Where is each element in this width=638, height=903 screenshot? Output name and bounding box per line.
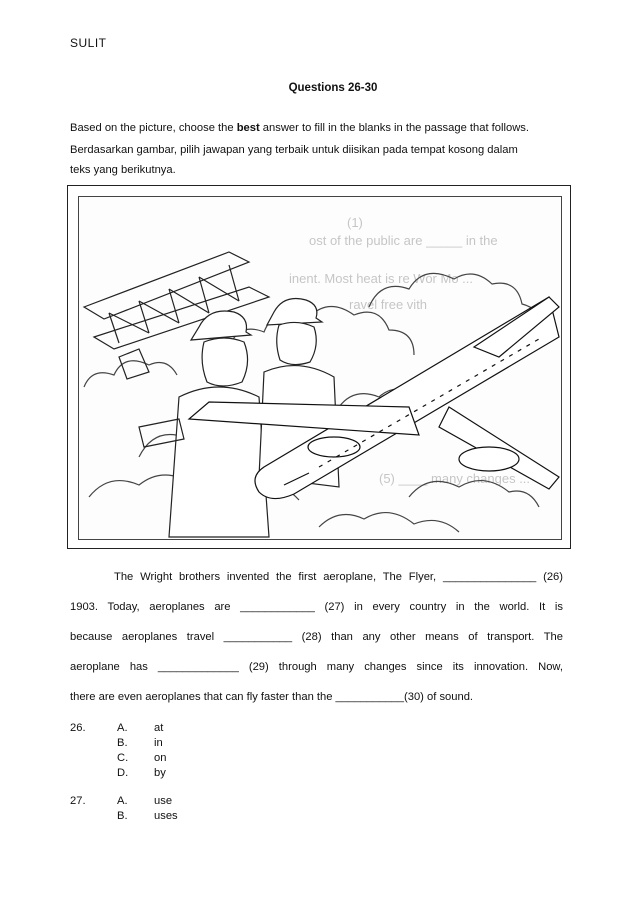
passage-line-4: aeroplane has _____________ (29) through many changes since its innovation. Now,	[70, 661, 563, 673]
option-letter: B.	[117, 810, 128, 822]
instructions-english-before: Based on the picture, choose the	[70, 122, 237, 134]
option-text: in	[154, 737, 163, 749]
passage-line-1: The Wright brothers invented the first aeroplane, The Flyer, _______________ (26)	[114, 571, 563, 583]
passage-line-5: there are even aeroplanes that can fly faster than the ___________(30) of sound.	[70, 691, 474, 703]
instructions-malay	[70, 140, 570, 180]
instructions-english	[70, 118, 570, 138]
option-text: on	[154, 752, 167, 764]
option-text: use	[154, 795, 173, 807]
illustration-drawing	[79, 197, 561, 539]
illustration	[78, 196, 562, 540]
instructions-malay-line-2: teks yang berikutnya.	[70, 164, 176, 176]
option-letter: B.	[117, 737, 128, 749]
background-label: (1)	[347, 215, 363, 230]
option-letter: A.	[117, 722, 128, 734]
instructions-malay-line-1: Berdasarkan gambar, pilih jawapan yang terbaik untuk diisikan pada tempat kosong dalam	[70, 144, 518, 156]
option-letter: D.	[117, 767, 129, 779]
section-title: Questions 26-30	[288, 82, 378, 94]
question-number: 27.	[70, 795, 86, 807]
instructions-english-after: answer to fill in the blanks in the passage that follows.	[259, 122, 529, 134]
background-text-line-1: ost of the public are _____ in the	[309, 233, 498, 248]
picture-frame	[67, 185, 571, 549]
option-text: uses	[154, 810, 178, 822]
option-text: by	[154, 767, 166, 779]
header-label: SULIT	[70, 36, 107, 50]
option-text: at	[154, 722, 164, 734]
background-text-line-2: inent. Most heat is re Wor Mo ...	[289, 271, 473, 286]
passage	[70, 571, 563, 721]
background-text-line-3: ravel free vith	[349, 297, 428, 312]
instructions-english-bold: best	[236, 122, 260, 134]
background-text-line-4: (5) ____ many changes ...	[379, 471, 531, 486]
option-letter: A.	[117, 795, 128, 807]
question-number: 26.	[70, 722, 86, 734]
passage-line-2: 1903. Today, aeroplanes are ____________ (27) in every country in the world. It is	[70, 601, 563, 613]
option-letter: C.	[117, 752, 129, 764]
passage-line-3: because aeroplanes travel ___________ (28) than any other means of transport. The	[70, 631, 563, 643]
